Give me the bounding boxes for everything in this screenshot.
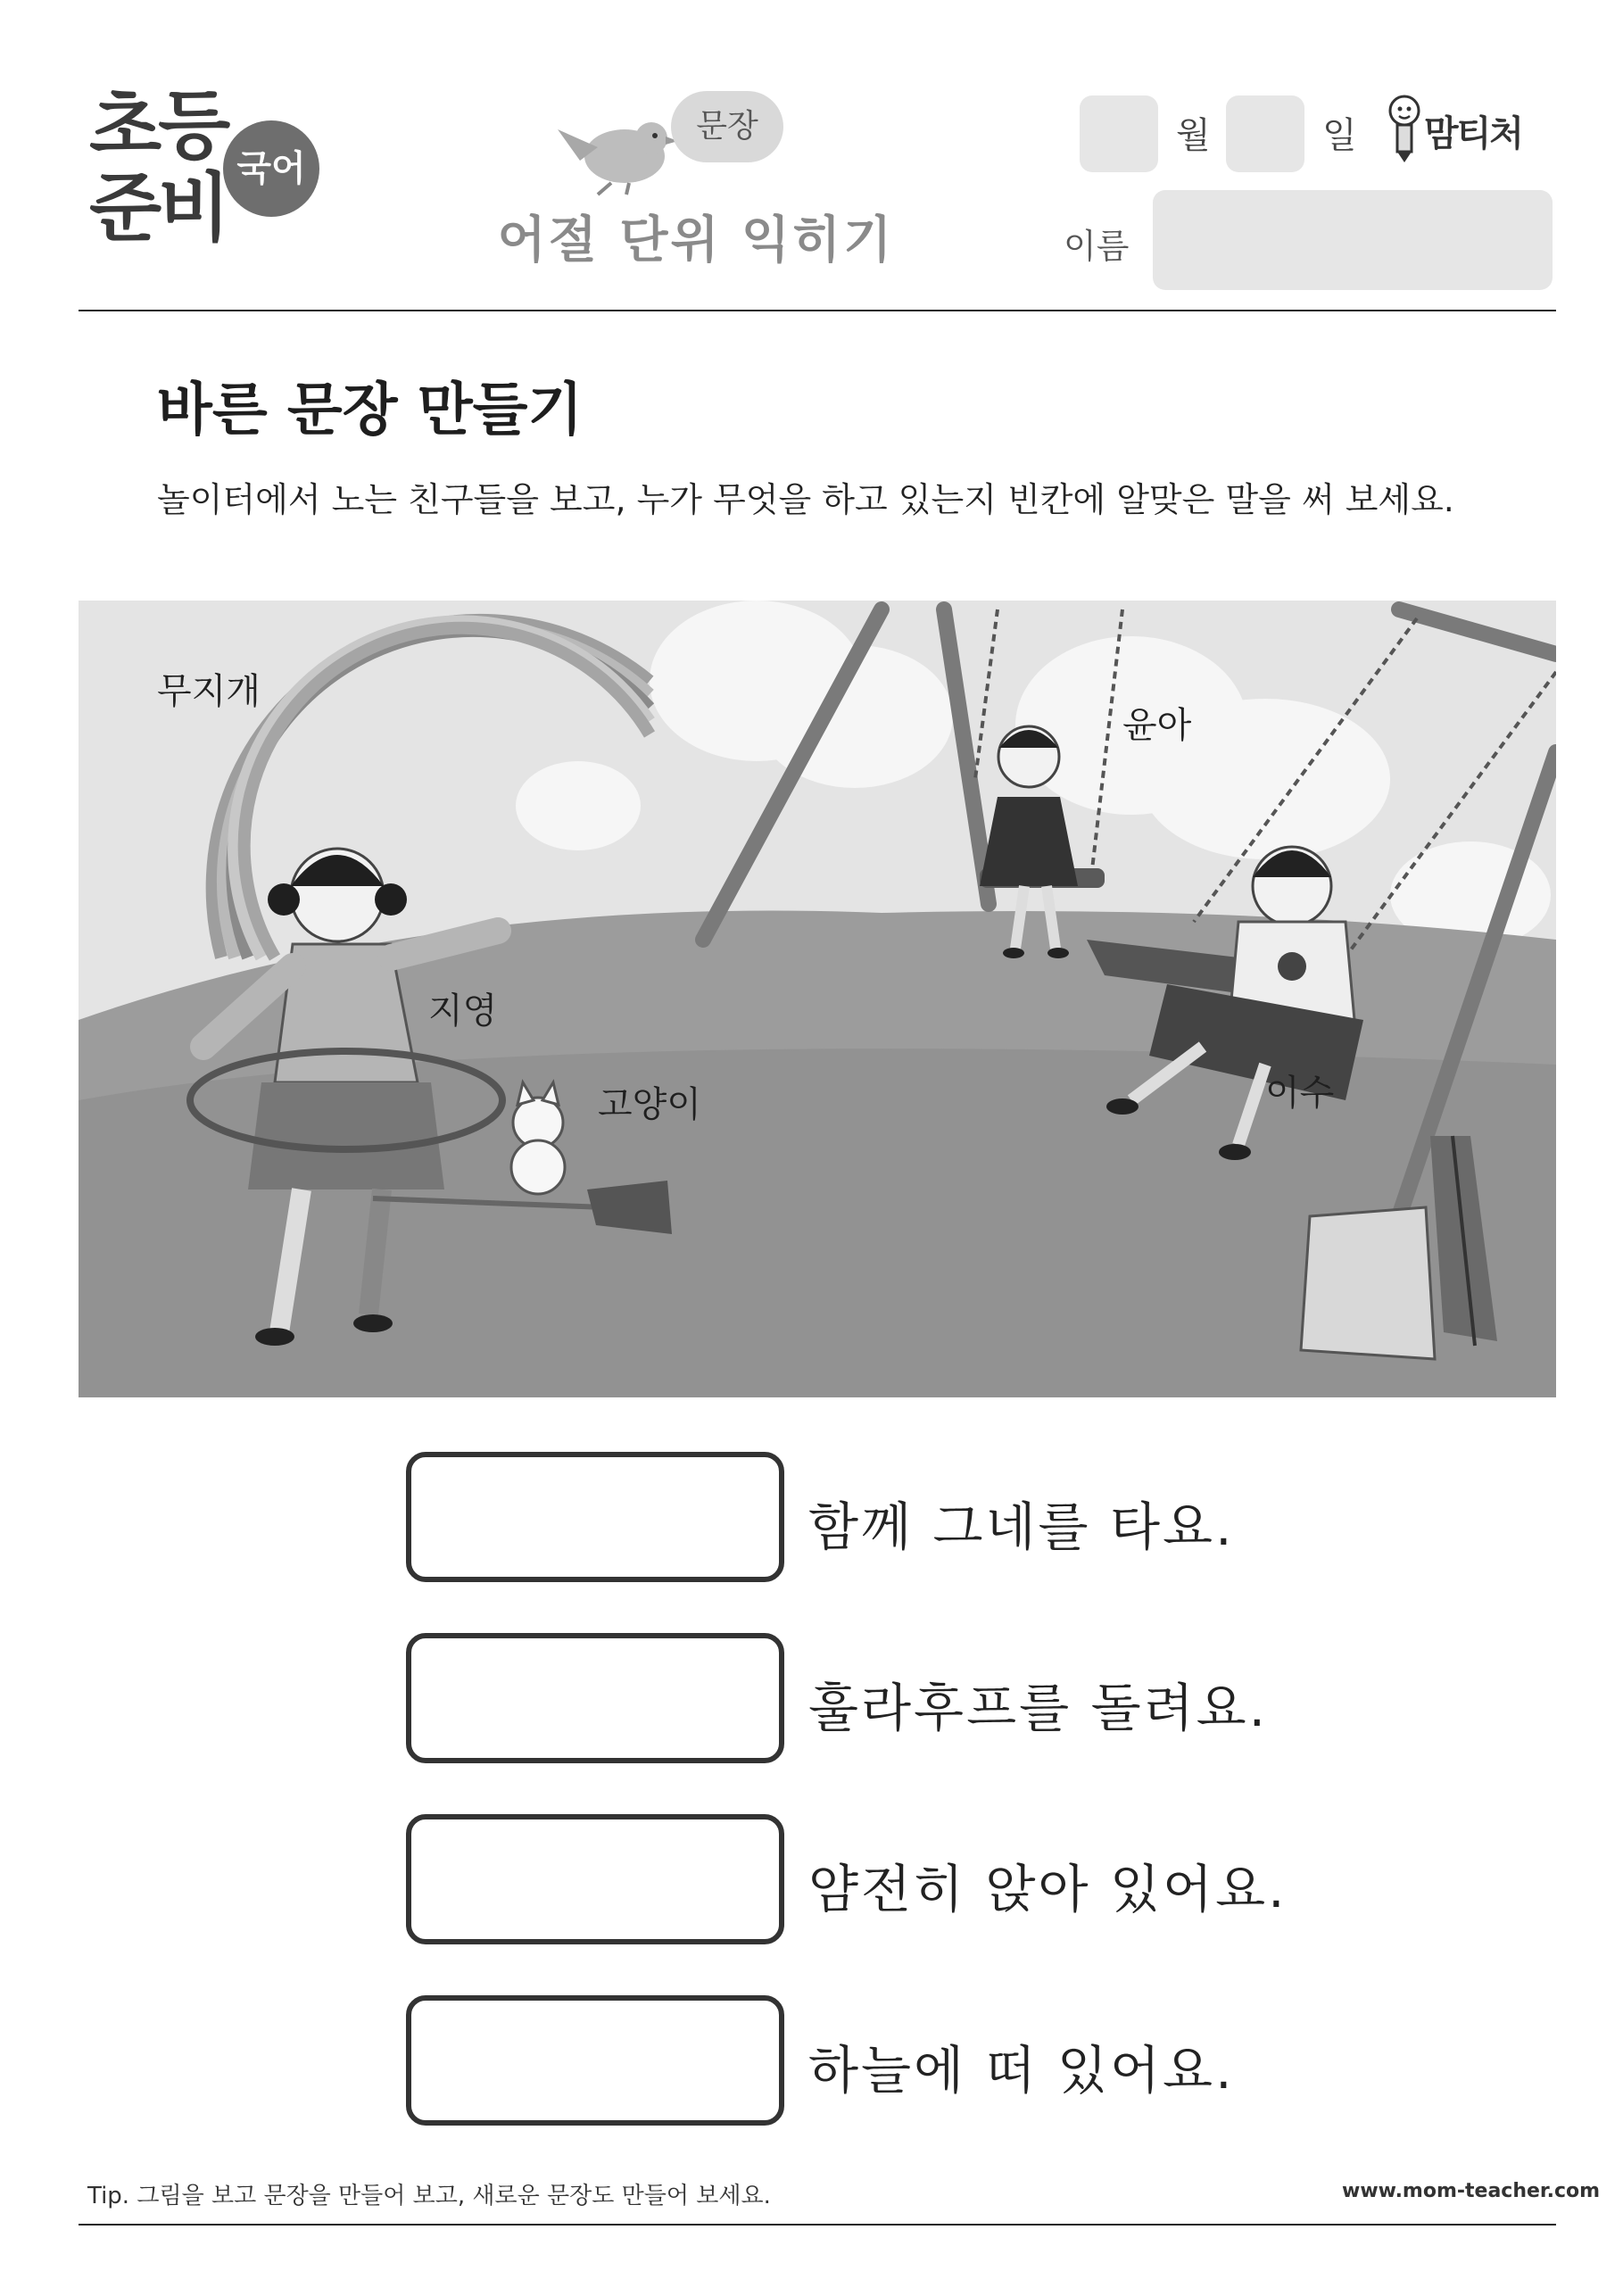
label-cat: 고양이 <box>598 1084 701 1125</box>
month-label: 월 <box>1176 115 1211 156</box>
tip-text: Tip. 그림을 보고 문장을 만들어 보고, 새로운 문장도 만들어 보세요. <box>87 2183 771 2209</box>
answer-box-2[interactable] <box>406 1633 784 1763</box>
label-jiyoung: 지영 <box>428 991 498 1032</box>
name-field[interactable] <box>1153 190 1553 290</box>
site-url: www.mom-teacher.com <box>1342 2180 1601 2202</box>
brand-text: 맘티처 <box>1424 113 1522 154</box>
header-divider <box>79 310 1556 311</box>
footer-divider <box>79 2224 1556 2226</box>
sentence-1: 함께 그네를 타요. <box>808 1496 1235 1557</box>
playground-illustration <box>79 601 1556 1397</box>
day-field[interactable] <box>1226 95 1304 172</box>
name-label: 이름 <box>1064 227 1130 266</box>
day-label: 일 <box>1322 115 1357 156</box>
brand-logo <box>1385 89 1563 170</box>
label-isu: 이수 <box>1265 1073 1335 1114</box>
logo <box>89 82 321 290</box>
section-title: 바른 문장 만들기 <box>157 377 584 443</box>
answer-box-4[interactable] <box>406 1995 784 2126</box>
sentence-4: 하늘에 떠 있어요. <box>808 2040 1235 2101</box>
month-field[interactable] <box>1080 95 1158 172</box>
bird-icon <box>544 107 687 196</box>
subject-badge: 국어 <box>223 120 319 217</box>
answer-box-3[interactable] <box>406 1814 784 1944</box>
answer-box-1[interactable] <box>406 1452 784 1582</box>
worksheet-title: 어절 단위 익히기 <box>497 211 895 269</box>
logo-text: 초등 준비 <box>89 82 228 252</box>
label-yuna: 윤아 <box>1122 705 1192 746</box>
category-pill: 문장 <box>671 91 783 162</box>
instruction-text: 놀이터에서 노는 친구들을 보고, 누가 무엇을 하고 있는지 빈칸에 알맞은 말을 써 보세요. <box>157 480 1454 519</box>
label-rainbow: 무지개 <box>157 671 261 712</box>
sentence-2: 훌라후프를 돌려요. <box>808 1678 1269 1738</box>
sentence-3: 얌전히 앉아 있어요. <box>808 1859 1288 1919</box>
pencil-mascot-icon <box>1385 93 1428 164</box>
